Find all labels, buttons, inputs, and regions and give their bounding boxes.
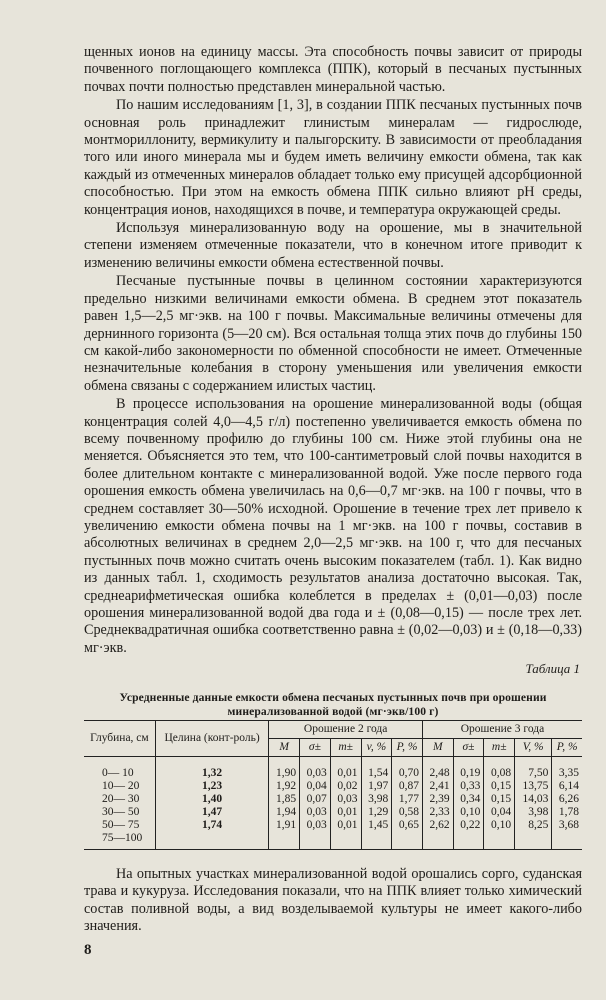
cell-celina: [155, 832, 268, 850]
data-table: [84, 720, 582, 850]
cell: 1,78: [552, 806, 582, 819]
subheader: P, %: [552, 739, 582, 757]
cell-depth: 10— 20: [84, 780, 155, 793]
table-caption: Усредненные данные емкости обмена песчаных пустынных почв при орошении минерализованной водой (мг·экв/100 г): [119, 691, 547, 718]
cell: 1,29: [361, 806, 392, 819]
cell: 0,01: [330, 757, 361, 781]
body-text: [84, 44, 582, 658]
cell: 1,85: [275, 793, 297, 805]
cell: 1,91: [275, 819, 297, 831]
cell: [552, 832, 582, 850]
cell: 1,97: [361, 780, 392, 793]
cell: 0,03: [300, 819, 331, 832]
cell: 3,68: [552, 819, 582, 832]
cell: 6,26: [552, 793, 582, 806]
cell: 0,22: [453, 819, 484, 832]
subheader: V, %: [515, 739, 552, 757]
paragraph: В процессе использования на орошение минерализованной воды (общая концентрация солей 4,0—4,5 г/л) постепенно увеличивается емкость обмена по всему почвенному профилю до глубины 100 см. Ниже этой глубины она не меняется. Объясняется это тем, что 100-сантиметровый слой почвы находится в более длительном контакте с минерализованной водой. Уже после первого года орошения емкость обмена увеличилась на 0,6—0,7 мг·экв. на 100 г почвы, что в среднем составляет 30—50% исходной. Орошение в течение трех лет привело к увеличению емкости обмена почвы на 1 мг·экв. на 100 г почвы, составив в абсолютных величинах в среднем 2,0—2,5 мг·экв. на 100 г, что для песчаных пустынных почв можно считать очень высоким показателем (табл. 1). Как видно из данных табл. 1, сходимость результатов анализа достаточно высокая. Так, среднеарифметическая ошибка колеблется в пределах ± (0,01—0,03) после орошения минерализованной водой два года и ± (0,08—0,15) — после трех лет. Среднеквадратичная ошибка соответственно равна ± (0,02—0,03) и ± (0,18—0,33) мг·экв.: [84, 396, 582, 656]
cell: 2,41: [422, 780, 453, 793]
cell: 0,33: [453, 780, 484, 793]
cell: 0,03: [300, 806, 331, 819]
cell: 0,08: [484, 757, 515, 781]
subheader: m±: [484, 739, 515, 757]
cell: 0,03: [300, 757, 331, 781]
cell: 0,02: [330, 780, 361, 793]
table-bottom-rule: [84, 850, 582, 851]
cell: 0,01: [330, 819, 361, 832]
cell-depth: 30— 50: [84, 806, 155, 819]
cell: 0,07: [300, 793, 331, 806]
cell: 0,04: [300, 780, 331, 793]
table-row: [84, 806, 582, 819]
header-group-2-years: Орошение 2 года: [269, 721, 423, 739]
cell: [515, 832, 552, 850]
cell-depth: 75—100: [84, 832, 155, 850]
cell-depth: 50— 75: [84, 819, 155, 832]
paragraph: По нашим исследованиям [1, 3], в создании ППК песчаных пустынных почв основная роль принадлежит глинистым минералам — гидрослюде, монтмориллониту, вермикулиту и палыгорскиту. В зависимости от преобладания того или иного минерала мы и будем иметь величину емкости обмена, так как каждый из отмеченных минералов обладает только ему присущей адсорбционной способностью. При этом на емкость обмена ППК сильно влияют pH среды, концентрация ионов, находящихся в почве, и температура окружающей среды.: [84, 97, 582, 218]
cell: 1,54: [361, 757, 392, 781]
cell: 0,34: [453, 793, 484, 806]
subheader: σ±: [300, 739, 331, 757]
cell: [330, 832, 361, 850]
cell: [484, 832, 515, 850]
cell: [300, 832, 331, 850]
cell: [422, 832, 453, 850]
table-row: [84, 793, 582, 806]
cell: [361, 832, 392, 850]
cell: 3,35: [552, 757, 582, 781]
cell: 3,98: [361, 793, 392, 806]
cell: 1,90: [275, 767, 297, 779]
cell: 0,15: [484, 780, 515, 793]
cell: 2,39: [422, 793, 453, 806]
table-row: [84, 832, 582, 850]
cell: 7,50: [515, 757, 552, 781]
paragraph: На опытных участках минерализованной водой орошались сорго, суданская трава и кукуруза. Исследования показали, что на ППК влияет только химический состав поливной воды, а вид возделываемой культуры не имеет какого-либо значения.: [84, 866, 582, 935]
subheader: m±: [330, 739, 361, 757]
subheader: σ±: [453, 739, 484, 757]
cell: [269, 832, 300, 850]
cell: 1,45: [361, 819, 392, 832]
cell: 0,10: [453, 806, 484, 819]
table-row: [84, 780, 582, 793]
cell: 0,19: [453, 757, 484, 781]
subheader: M: [269, 739, 300, 757]
bottom-text: [84, 866, 582, 936]
cell: 2,62: [422, 819, 453, 832]
cell: 8,25: [515, 819, 552, 832]
cell-celina: 1,74: [155, 819, 268, 832]
paragraph: Используя минерализованную воду на орошение, мы в значительной степени изменяем отмеченные показатели, что в конечном итоге приводит к изменению величины емкости обмена естественной почвы.: [84, 220, 582, 271]
paragraph: щенных ионов на единицу массы. Эта способность почвы зависит от природы почвенного поглощающего комплекса (ППК), который в песчаных пустынных почвах почти полностью представлен минеральной частью.: [84, 44, 582, 95]
subheader: v, %: [361, 739, 392, 757]
cell: 0,01: [330, 806, 361, 819]
table-label: Таблица 1: [525, 661, 580, 676]
cell: 0,70: [392, 757, 423, 781]
cell: 0,10: [484, 819, 515, 832]
table-row: [84, 819, 582, 832]
cell: 1,94: [275, 806, 297, 818]
cell: 1,77: [392, 793, 423, 806]
table-row: [84, 757, 582, 781]
cell: 0,15: [484, 793, 515, 806]
cell: 2,33: [422, 806, 453, 819]
header-celina: Целина (конт-роль): [155, 721, 268, 757]
subheader: P, %: [392, 739, 423, 757]
cell: 14,03: [515, 793, 552, 806]
page-number: 8: [84, 942, 92, 958]
cell: 0,04: [484, 806, 515, 819]
subheader: M: [422, 739, 453, 757]
cell: 6,14: [552, 780, 582, 793]
cell-depth: 0— 10: [84, 757, 155, 781]
cell-celina: 1,23: [155, 780, 268, 793]
cell-celina: 1,32: [155, 757, 268, 781]
cell: [392, 832, 423, 850]
cell: 0,65: [392, 819, 423, 832]
header-group-3-years: Орошение 3 года: [422, 721, 582, 739]
cell: 0,87: [392, 780, 423, 793]
paragraph: Песчаные пустынные почвы в целинном состоянии характеризуются предельно низкими величинами емкости обмена. В среднем этот показатель равен 1,5—2,5 мг·экв. на 100 г почвы. Максимальные величины отмечены для дернинного горизонта (5—20 см). Вся остальная толща этих почв до глубины 150 см какой-либо закономерности по обменной способности не имеет. Отмеченные незначительные колебания в сторону уменьшения или увеличения емкости обмена связаны с содержанием илистых частиц.: [84, 273, 582, 394]
cell-depth: 20— 30: [84, 793, 155, 806]
cell: 2,48: [422, 757, 453, 781]
cell-celina: 1,47: [155, 806, 268, 819]
cell-celina: 1,40: [155, 793, 268, 806]
cell: 13,75: [515, 780, 552, 793]
cell: 1,92: [275, 780, 297, 792]
header-depth: Глубина, см: [84, 721, 155, 757]
cell: 3,98: [515, 806, 552, 819]
cell: 0,03: [330, 793, 361, 806]
cell: 0,58: [392, 806, 423, 819]
cell: [453, 832, 484, 850]
